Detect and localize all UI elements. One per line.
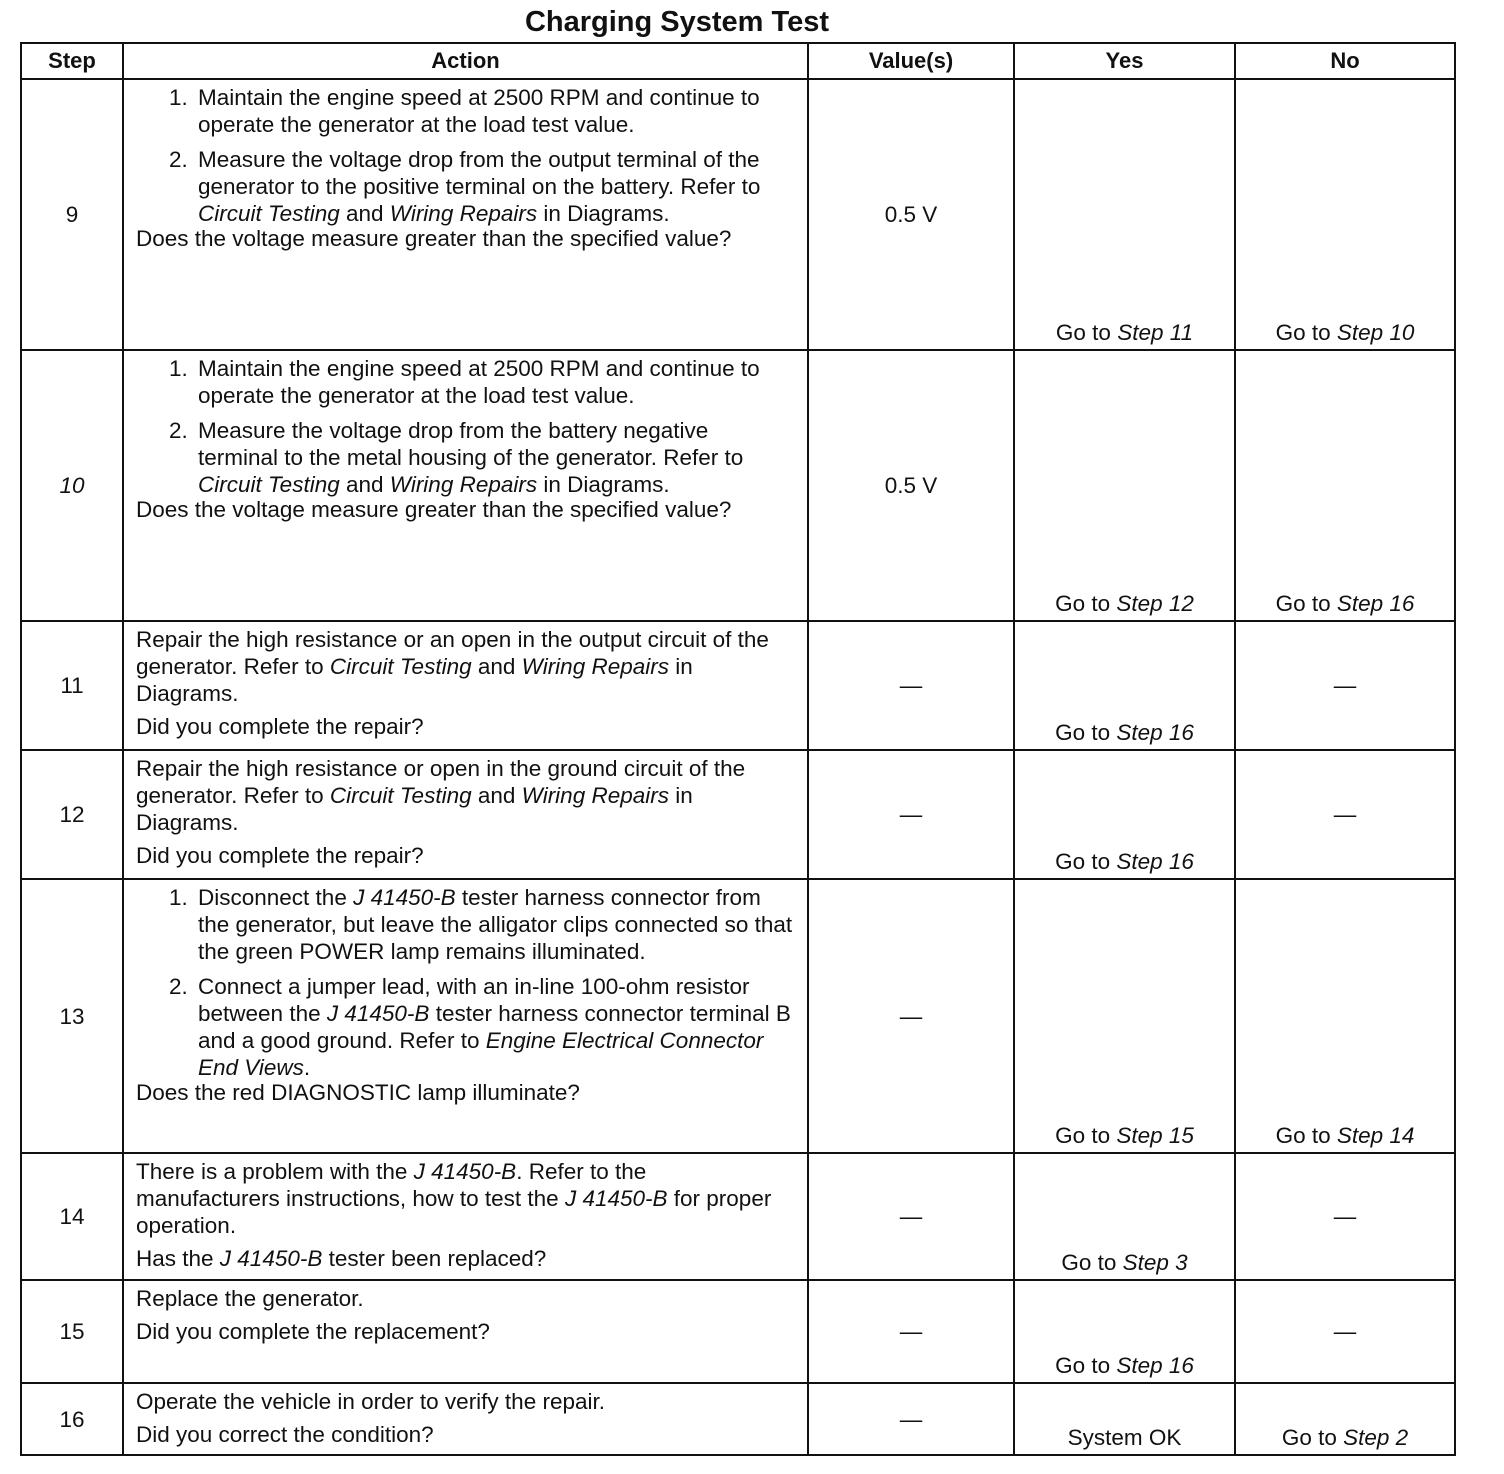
no-cell: Go to Step 10 [1235,79,1455,350]
action-question: Does the voltage measure greater than the specified value? [136,497,732,522]
table-row [21,1383,1455,1455]
value-cell: — [808,1280,1014,1383]
yes-cell: Go to Step 16 [1014,1280,1235,1383]
table-row [21,1153,1455,1280]
value-cell: — [808,1153,1014,1280]
header-values: Value(s) [808,43,1014,79]
action-cell [123,79,808,350]
yes-cell: Go to Step 16 [1014,621,1235,750]
header-action: Action [123,43,808,79]
action-cell [123,1280,808,1383]
step-number: 12 [21,750,123,879]
action-steps [136,355,793,498]
no-cell: — [1235,621,1455,750]
action-step: 1. Maintain the engine speed at 2500 RPM and continue to operate the generator at the load test value. [194,84,793,138]
yes-cell: Go to Step 3 [1014,1153,1235,1280]
yes-cell: Go to Step 16 [1014,750,1235,879]
header-step: Step [21,43,123,79]
action-text: Repair the high resistance or an open in the output circuit of the generator. Refer to Circuit Testing and Wiring Repairs in Diagrams. [136,627,769,706]
action-step: 2. Connect a jumper lead, with an in-line 100-ohm resistor between the J 41450-B tester harness connector terminal B and a good ground. Refer to Engine Electrical Connector End Views. [194,973,793,1081]
action-question: Did you correct the condition? [136,1422,434,1447]
action-step: 2. Measure the voltage drop from the battery negative terminal to the metal housing of the generator. Refer to Circuit Testing and Wiring Repairs in Diagrams. [194,417,793,498]
table-row [21,879,1455,1153]
page-title: Charging System Test [524,6,830,38]
step-number: 15 [21,1280,123,1383]
step-number: 9 [21,79,123,350]
yes-cell: Go to Step 15 [1014,879,1235,1153]
value-cell: — [808,750,1014,879]
yes-cell: Go to Step 11 [1014,79,1235,350]
action-question: Did you complete the replacement? [136,1319,490,1344]
no-cell: — [1235,750,1455,879]
table-row [21,350,1455,621]
no-cell: — [1235,1280,1455,1383]
table-row [21,1280,1455,1383]
header-yes: Yes [1014,43,1235,79]
value-cell: — [808,879,1014,1153]
no-cell: Go to Step 2 [1235,1383,1455,1455]
table-row [21,79,1455,350]
action-question: Does the voltage measure greater than the specified value? [136,226,732,251]
action-steps [136,84,793,227]
action-question: Did you complete the repair? [136,843,424,868]
action-question: Has the J 41450-B tester been replaced? [136,1246,547,1271]
action-step: 2. Measure the voltage drop from the output terminal of the generator to the positive terminal on the battery. Refer to Circuit Testing and Wiring Repairs in Diagrams. [194,146,793,227]
action-question: Does the red DIAGNOSTIC lamp illuminate? [136,1080,580,1105]
yes-cell: Go to Step 12 [1014,350,1235,621]
action-cell [123,1153,808,1280]
step-number: 16 [21,1383,123,1455]
yes-cell: System OK [1014,1383,1235,1455]
header-no: No [1235,43,1455,79]
action-step: 1. Disconnect the J 41450-B tester harness connector from the generator, but leave the alligator clips connected so that the green POWER lamp remains illuminated. [194,884,793,965]
table-row [21,621,1455,750]
value-cell: — [808,1383,1014,1455]
action-step: 1. Maintain the engine speed at 2500 RPM and continue to operate the generator at the load test value. [194,355,793,409]
step-number: 10 [21,350,123,621]
no-cell: — [1235,1153,1455,1280]
no-cell: Go to Step 16 [1235,350,1455,621]
step-number: 14 [21,1153,123,1280]
action-cell [123,621,808,750]
value-cell: — [808,621,1014,750]
action-text: Operate the vehicle in order to verify the repair. [136,1389,605,1414]
action-text: Replace the generator. [136,1286,364,1311]
charging-system-test-table [20,42,1456,1456]
action-cell [123,350,808,621]
table-row [21,750,1455,879]
header-row [21,43,1455,79]
no-cell: Go to Step 14 [1235,879,1455,1153]
action-text: Repair the high resistance or open in the ground circuit of the generator. Refer to Circuit Testing and Wiring Repairs in Diagrams. [136,756,746,835]
value-cell: 0.5 V [808,350,1014,621]
action-text: There is a problem with the J 41450-B. Refer to the manufacturers instructions, how to test the J 41450-B for proper operation. [136,1159,772,1238]
action-cell [123,1383,808,1455]
action-cell [123,750,808,879]
step-number: 11 [21,621,123,750]
step-number: 13 [21,879,123,1153]
value-cell: 0.5 V [808,79,1014,350]
action-steps [136,884,793,1081]
action-question: Did you complete the repair? [136,714,424,739]
action-cell [123,879,808,1153]
